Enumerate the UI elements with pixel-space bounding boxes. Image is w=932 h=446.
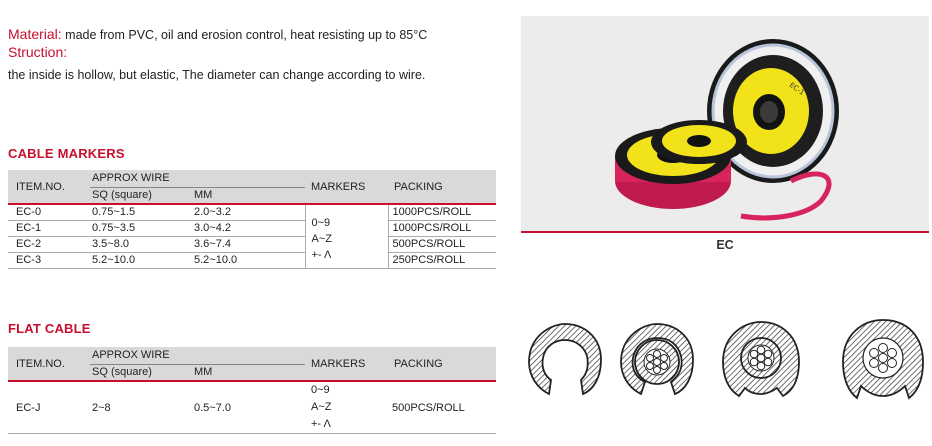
header-approx-wire: APPROX WIRE	[90, 170, 305, 187]
cross-section-svg	[521, 318, 929, 408]
cell-sq: 0.75~3.5	[90, 220, 192, 236]
product-photo	[521, 16, 929, 231]
header-markers: MARKERS	[305, 347, 388, 381]
cell-item: EC-2	[8, 236, 90, 252]
cell-packing: 250PCS/ROLL	[388, 252, 496, 268]
section-small-cable	[621, 324, 693, 394]
cell-item: EC-J	[8, 381, 90, 434]
cell-item: EC-3	[8, 252, 90, 268]
flat-cable-title: FLAT CABLE	[8, 321, 91, 336]
flat-cable-table	[8, 347, 496, 434]
section-large-cable	[843, 320, 923, 398]
struction-text: the inside is hollow, but elastic, The diameter can change according to wire.	[8, 68, 426, 82]
cell-mm: 3.0~4.2	[192, 220, 305, 236]
cell-sq: 5.2~10.0	[90, 252, 192, 268]
cell-packing: 500PCS/ROLL	[388, 236, 496, 252]
material-text: made from PVC, oil and erosion control, heat resisting up to 85°C	[61, 28, 428, 42]
table-row	[8, 381, 496, 434]
marker-digits: 0~9	[311, 384, 330, 396]
header-approx-wire: APPROX WIRE	[90, 347, 305, 364]
header-mm: MM	[192, 187, 305, 204]
marker-symbols: +- Λ	[311, 418, 331, 430]
cable-markers-title: CABLE MARKERS	[8, 146, 125, 161]
photo-caption: EC	[716, 238, 734, 252]
marker-letters: A~Z	[311, 233, 332, 246]
header-sq: SQ (square)	[90, 187, 192, 204]
section-medium-cable	[723, 322, 799, 396]
marker-symbols: +- Λ	[311, 249, 332, 262]
struction-label-line	[8, 44, 508, 62]
cell-mm: 5.2~10.0	[192, 252, 305, 268]
header-item: ITEM.NO.	[8, 347, 90, 381]
cell-sq: 0.75~1.5	[90, 204, 192, 220]
header-sq: SQ (square)	[90, 364, 192, 381]
cell-mm: 0.5~7.0	[192, 381, 305, 434]
cell-packing: 1000PCS/ROLL	[388, 204, 496, 220]
photo-divider	[521, 231, 929, 233]
middle-reel	[651, 120, 747, 164]
table-row	[8, 252, 496, 268]
marker-digits: 0~9	[311, 217, 331, 230]
marker-letters: A~Z	[311, 401, 332, 413]
header-packing: PACKING	[388, 170, 496, 204]
cell-markers	[305, 204, 388, 268]
cell-mm: 2.0~3.2	[192, 204, 305, 220]
cell-sq: 2~8	[90, 381, 192, 434]
table-row	[8, 204, 496, 220]
cross-section-diagrams	[521, 318, 929, 408]
header-packing: PACKING	[388, 347, 496, 381]
reels-illustration	[521, 16, 929, 231]
struction-label: Struction:	[8, 44, 68, 60]
material-label: Material:	[8, 26, 62, 42]
cell-markers	[305, 381, 388, 434]
intro-text	[8, 26, 508, 84]
cell-packing: 500PCS/ROLL	[388, 381, 496, 434]
header-mm: MM	[192, 364, 305, 381]
section-empty	[529, 324, 601, 394]
header-markers: MARKERS	[305, 170, 388, 204]
reel-label-text: EC-1	[787, 81, 806, 97]
header-item: ITEM.NO.	[8, 170, 90, 204]
cell-item: EC-1	[8, 220, 90, 236]
cell-sq: 3.5~8.0	[90, 236, 192, 252]
cell-mm: 3.6~7.4	[192, 236, 305, 252]
cable-markers-table	[8, 170, 496, 269]
cell-item: EC-0	[8, 204, 90, 220]
table-row	[8, 236, 496, 252]
cell-packing: 1000PCS/ROLL	[388, 220, 496, 236]
material-line	[8, 26, 508, 44]
table-row	[8, 220, 496, 236]
